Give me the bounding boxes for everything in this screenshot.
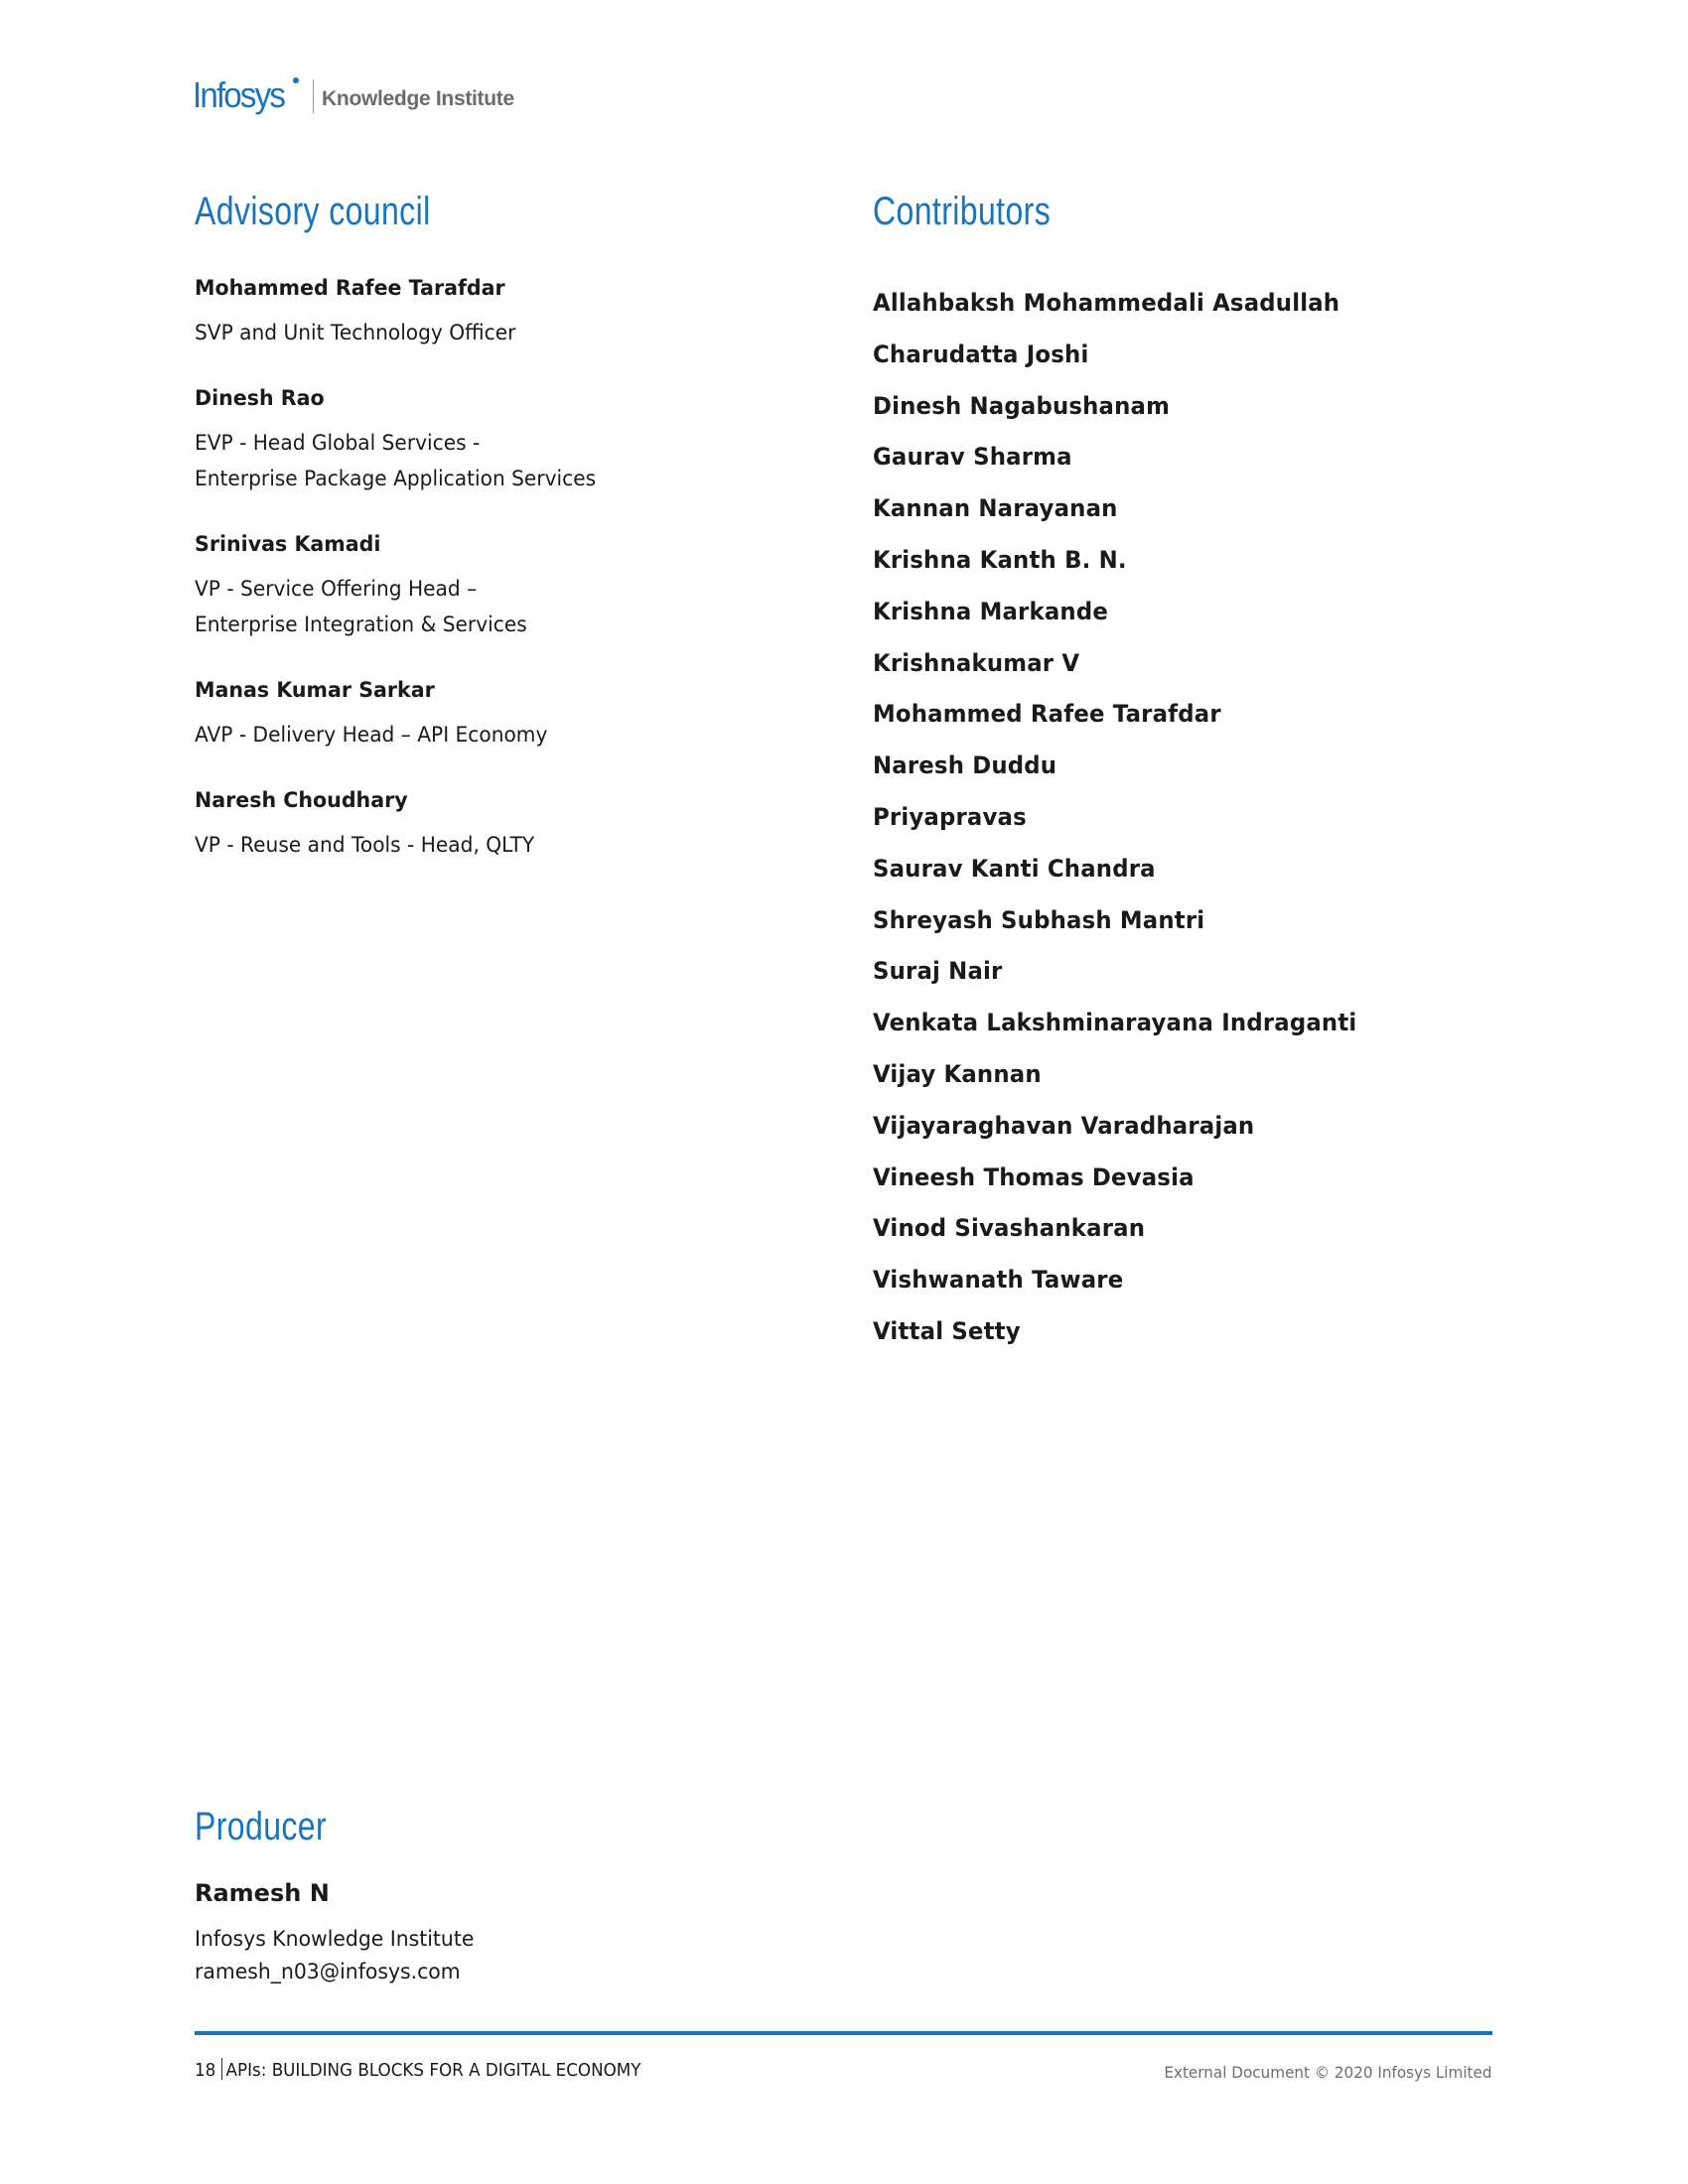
infosys-knowledge-institute-logo [193, 69, 514, 113]
contributor-name: Kannan Narayanan [873, 494, 1118, 523]
advisory-council-heading: Advisory council [195, 190, 431, 233]
contributor-name: Vishwanath Taware [873, 1266, 1124, 1295]
footer-document-info [195, 2058, 640, 2080]
document-title: APIs: BUILDING BLOCKS FOR A DIGITAL ECONOMY [225, 2060, 641, 2081]
footer-divider [195, 2031, 1492, 2035]
contributor-name: Mohammed Rafee Tarafdar [873, 700, 1221, 729]
contributor-name: Charudatta Joshi [873, 340, 1089, 368]
contributor-name: Saurav Kanti Chandra [873, 854, 1156, 883]
contributor-name: Krishnakumar V [873, 648, 1080, 677]
member-title-line: VP - Service Offering Head – [195, 577, 478, 601]
footer-separator [221, 2058, 222, 2080]
member-title: SVP and Unit Technology Officer [195, 321, 516, 344]
contributor-name: Allahbaksh Mohammedali Asadullah [873, 289, 1340, 317]
contributor-name: Dinesh Nagabushanam [873, 391, 1171, 420]
contributor-name: Vijay Kannan [873, 1059, 1042, 1088]
advisory-member [195, 388, 613, 496]
member-title: VP - Reuse and Tools - Head, QLTY [195, 833, 535, 857]
contributor-name: Naresh Duddu [873, 751, 1057, 780]
producer-organization: Infosys Knowledge Institute [195, 1927, 475, 1951]
logo-brand: Infosys [193, 74, 285, 115]
copyright-notice: External Document © 2020 Infosys Limited [1164, 2063, 1492, 2082]
producer-heading: Producer [195, 1805, 328, 1848]
contributor-name: Vinod Sivashankaran [873, 1214, 1146, 1243]
logo-subbrand: Knowledge Institute [322, 87, 514, 110]
member-title [195, 571, 527, 642]
contributor-name: Krishna Markande [873, 597, 1109, 625]
member-title-line: EVP - Head Global Services - [195, 431, 481, 455]
contributor-name: Venkata Lakshminarayana Indraganti [873, 1009, 1357, 1037]
page-number: 18 [195, 2060, 216, 2081]
advisory-member [195, 534, 541, 642]
contributor-name: Gaurav Sharma [873, 443, 1072, 472]
member-title: AVP - Delivery Head – API Economy [195, 723, 548, 747]
member-title-line: Enterprise Integration & Services [195, 613, 527, 636]
contributor-name: Vineesh Thomas Devasia [873, 1162, 1195, 1191]
member-name: Mohammed Rafee Tarafdar [195, 276, 505, 300]
member-name: Dinesh Rao [195, 386, 325, 410]
member-name: Manas Kumar Sarkar [195, 678, 435, 702]
contributor-name: Vittal Setty [873, 1316, 1021, 1345]
advisory-member [195, 790, 548, 863]
contributor-name: Suraj Nair [873, 957, 1003, 986]
registered-mark-icon [293, 77, 299, 83]
producer-email[interactable]: ramesh_n03@infosys.com [195, 1960, 461, 1983]
member-title [195, 425, 596, 496]
logo-separator [313, 79, 314, 113]
contributors-list [873, 278, 1382, 1358]
advisory-member [195, 278, 529, 350]
contributors-heading: Contributors [873, 190, 1052, 233]
advisory-member [195, 680, 562, 752]
contributor-name: Vijayaraghavan Varadharajan [873, 1111, 1255, 1140]
member-name: Srinivas Kamadi [195, 532, 381, 556]
contributor-name: Krishna Kanth B. N. [873, 545, 1127, 574]
producer-name: Ramesh N [195, 1879, 330, 1907]
contributor-name: Shreyash Subhash Mantri [873, 905, 1205, 934]
member-title-line: Enterprise Package Application Services [195, 467, 597, 490]
contributor-name: Priyapravas [873, 802, 1027, 831]
member-name: Naresh Choudhary [195, 788, 408, 812]
